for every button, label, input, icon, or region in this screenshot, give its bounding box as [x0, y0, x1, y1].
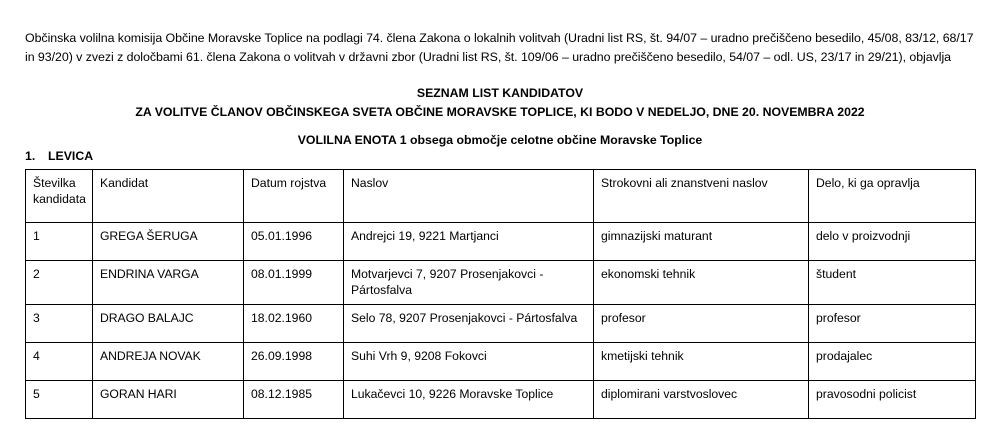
cell-education: ekonomski tehnik: [594, 261, 809, 305]
cell-education: diplomirani varstvoslovec: [594, 381, 809, 419]
cell-dob: 08.01.1999: [244, 261, 344, 305]
cell-address: Motvarjevci 7, 9207 Prosenjakovci - Pártosfalva: [344, 261, 594, 305]
cell-education: gimnazijski maturant: [594, 223, 809, 261]
cell-candidate: ANDREJA NOVAK: [93, 343, 244, 381]
table-row: [26, 381, 976, 419]
cell-number: 3: [26, 305, 93, 343]
intro-line-1: Občinska volilna komisija Občine Moravske Toplice na podlagi 74. člena Zakona o lokalnih volitvah (Uradni list RS, št. 94/07 – uradno prečiščeno besedilo, 45/08, 83/12, 68/17: [25, 31, 974, 45]
cell-dob: 26.09.1998: [244, 343, 344, 381]
list-heading: [25, 149, 93, 163]
cell-candidate: GREGA ŠERUGA: [93, 223, 244, 261]
document-title-line-1: SEZNAM LIST KANDIDATOV: [416, 86, 584, 100]
cell-education: profesor: [594, 305, 809, 343]
cell-number: 2: [26, 261, 93, 305]
document-title: [25, 84, 975, 121]
list-name: LEVICA: [48, 149, 94, 163]
column-header-dob: Datum rojstva: [244, 170, 344, 223]
voting-unit-line: VOLILNA ENOTA 1 obsega območje celotne občine Moravske Toplice: [297, 133, 703, 147]
cell-candidate: DRAGO BALAJC: [93, 305, 244, 343]
table-row: [26, 305, 976, 343]
table-row: [26, 261, 976, 305]
intro-paragraph: [25, 29, 975, 67]
cell-education: kmetijski tehnik: [594, 343, 809, 381]
cell-dob: 18.02.1960: [244, 305, 344, 343]
cell-number: 5: [26, 381, 93, 419]
cell-address: Lukačevci 10, 9226 Moravske Toplice: [344, 381, 594, 419]
cell-job: pravosodni policist: [809, 381, 976, 419]
table-header-row: [26, 170, 976, 223]
table-row: [26, 343, 976, 381]
cell-number: 1: [26, 223, 93, 261]
cell-job: prodajalec: [809, 343, 976, 381]
list-number: 1.: [25, 149, 36, 163]
cell-job: delo v proizvodnji: [809, 223, 976, 261]
cell-candidate: GORAN HARI: [93, 381, 244, 419]
document-title-line-2: ZA VOLITVE ČLANOV OBČINSKEGA SVETA OBČINE MORAVSKE TOPLICE, KI BODO V NEDELJO, DNE 20. NOVEMBRA 2022: [135, 104, 865, 119]
cell-dob: 05.01.1996: [244, 223, 344, 261]
cell-address: Andrejci 19, 9221 Martjanci: [344, 223, 594, 261]
cell-job: študent: [809, 261, 976, 305]
column-header-number: Številka kandidata: [26, 170, 93, 223]
intro-line-2: in 93/20) v zvezi z določbami 61. člena Zakona o volitvah v državni zbor (Uradni list RS, št. 109/06 – uradno prečiščeno besedilo, 54/07 – odl. US, 23/17 in 29/21), objavlja: [25, 50, 951, 64]
table-row: [26, 223, 976, 261]
column-header-candidate: Kandidat: [93, 170, 244, 223]
column-header-job: Delo, ki ga opravlja: [809, 170, 976, 223]
table-body: [26, 223, 976, 419]
cell-job: profesor: [809, 305, 976, 343]
column-header-education: Strokovni ali znanstveni naslov: [594, 170, 809, 223]
candidates-table: [25, 169, 976, 419]
cell-dob: 08.12.1985: [244, 381, 344, 419]
cell-candidate: ENDRINA VARGA: [93, 261, 244, 305]
cell-number: 4: [26, 343, 93, 381]
cell-address: Selo 78, 9207 Prosenjakovci - Pártosfalva: [344, 305, 594, 343]
cell-address: Suhi Vrh 9, 9208 Fokovci: [344, 343, 594, 381]
column-header-address: Naslov: [344, 170, 594, 223]
